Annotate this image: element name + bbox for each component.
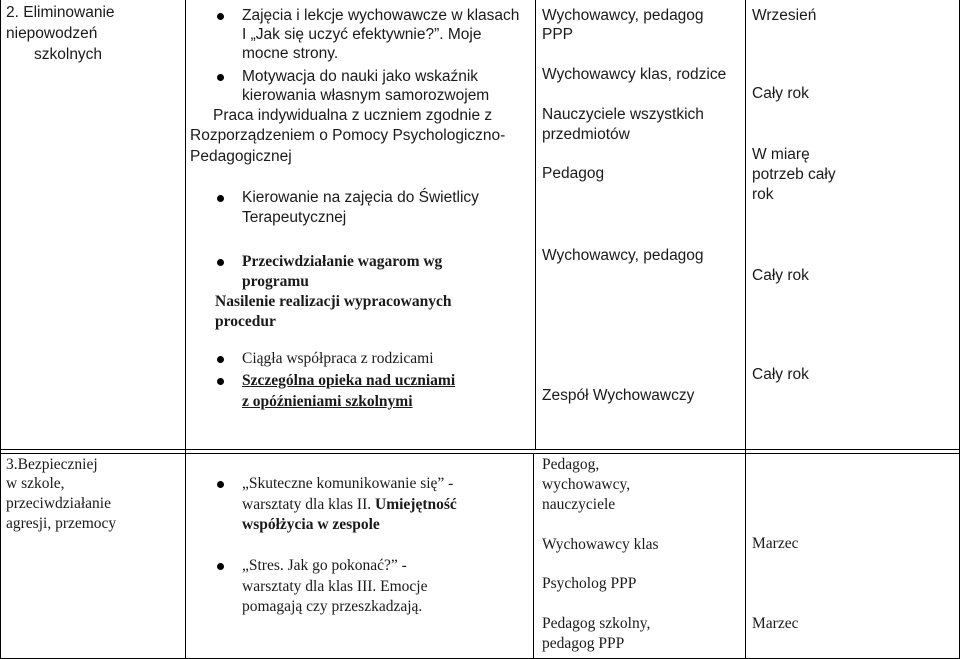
- task-procedury-line-2: procedur: [215, 313, 276, 330]
- row3-responsible-line-5: Psycholog PPP: [542, 575, 637, 592]
- table-border-mid-1: [0, 449, 960, 450]
- task-zajecia-line-3: mocne strony.: [242, 45, 339, 62]
- row3-goal-line-1: 3.Bezpieczniej: [6, 456, 98, 473]
- task-komunikowanie-line-2: [242, 495, 457, 515]
- bullet-icon: [217, 356, 224, 363]
- responsible-line-2: PPP: [542, 26, 574, 43]
- row3-goal-line-3: przeciwdziałanie: [6, 495, 111, 512]
- task-praca-line-1: Praca indywidualna z uczniem zgodnie z: [213, 107, 493, 124]
- responsible-line-3: Wychowawcy klas, rodzice: [542, 66, 727, 83]
- row3-responsible-line-4: Wychowawcy klas: [542, 536, 659, 553]
- task-wagary-line-1: Przeciwdziałanie wagarom wg: [242, 253, 443, 270]
- row3-responsible-line-6: Pedagog szkolny,: [542, 615, 651, 632]
- task-motywacja-line-1: Motywacja do nauki jako wskaźnik: [242, 68, 479, 85]
- task-komunikowanie-plain: warsztaty dla klas II.: [242, 496, 372, 513]
- term-line-1: Wrzesień: [752, 7, 817, 24]
- task-praca-line-2: Rozporządzeniem o Pomocy Psychologiczno-: [190, 127, 506, 144]
- task-opieka-line-2: z opóźnieniami szkolnymi: [242, 393, 413, 410]
- table-border-col3: [745, 0, 746, 659]
- row3-goal-line-4: agresji, przemocy: [6, 515, 117, 532]
- term-line-2: Cały rok: [752, 85, 809, 102]
- task-komunikowanie-bold: Umiejętność: [375, 496, 457, 513]
- table-border-left: [0, 0, 1, 659]
- responsible-line-6: Pedagog: [542, 165, 605, 182]
- row2-goal-line-2: szkolnych: [34, 46, 103, 63]
- task-motywacja-line-2: kierowania własnym samorozwojem: [242, 87, 490, 104]
- task-kierowanie-line-1: Kierowanie na zajęcia do Świetlicy: [242, 189, 479, 206]
- task-procedury-line-1: Nasilenie realizacji wypracowanych: [215, 293, 452, 310]
- task-stres-line-3: pomagają czy przeszkadzają.: [242, 598, 423, 615]
- bullet-icon: [217, 481, 224, 488]
- bullet-icon: [217, 195, 224, 202]
- row3-responsible-line-1: Pedagog,: [542, 456, 600, 473]
- responsible-line-5: przedmiotów: [542, 126, 630, 143]
- responsible-line-1: Wychowawcy, pedagog: [542, 7, 704, 24]
- responsible-line-4: Nauczyciele wszystkich: [542, 106, 704, 123]
- task-kierowanie-line-2: Terapeutycznej: [242, 209, 347, 226]
- task-stres-line-1: „Stres. Jak go pokonać?” -: [242, 557, 407, 574]
- bullet-icon: [217, 13, 224, 20]
- row3-responsible-line-7: pedagog PPP: [542, 635, 625, 652]
- table-border-mid-2: [0, 453, 960, 454]
- term-line-5: rok: [752, 186, 774, 203]
- row2-goal-line-1: niepowodzeń: [6, 25, 98, 42]
- task-zajecia-line-2: I „Jak się uczyć efektywnie?”. Moje: [242, 26, 482, 43]
- term-wagary: Cały rok: [752, 267, 809, 284]
- table-border-col2-bottom: [533, 453, 534, 659]
- row3-goal-line-2: w szkole,: [6, 475, 65, 492]
- table-border-col2-top: [535, 0, 536, 449]
- bullet-icon: [217, 563, 224, 570]
- table-border-col1: [185, 0, 186, 659]
- bullet-icon: [217, 259, 224, 266]
- bullet-icon: [217, 74, 224, 81]
- row3-term-1: Marzec: [752, 535, 799, 552]
- task-zajecia-line-1: Zajęcia i lekcje wychowawcze w klasach: [242, 7, 520, 24]
- bullet-icon: [217, 378, 224, 385]
- responsible-zespol: Zespół Wychowawczy: [542, 387, 695, 404]
- row3-responsible-line-3: nauczyciele: [542, 496, 616, 513]
- term-zespol: Cały rok: [752, 366, 809, 383]
- row2-goal-number: 2. Eliminowanie: [6, 4, 115, 21]
- row3-responsible-line-2: wychowawcy,: [542, 476, 631, 493]
- task-opieka-line-1: Szczególna opieka nad uczniami: [242, 372, 456, 389]
- term-line-4: potrzeb cały: [752, 166, 836, 183]
- task-wagary-line-2: programu: [242, 273, 309, 290]
- task-komunikowanie-line-1: „Skuteczne komunikowanie się” -: [242, 475, 454, 492]
- task-komunikowanie-line-3: współżycia w zespole: [242, 516, 380, 533]
- task-wspolpraca: Ciągła współpraca z rodzicami: [242, 350, 434, 367]
- term-line-3: W miarę: [752, 146, 810, 163]
- responsible-wagary: Wychowawcy, pedagog: [542, 247, 704, 264]
- task-praca-line-3: Pedagogicznej: [190, 148, 292, 165]
- task-stres-line-2: warsztaty dla klas III. Emocje: [242, 578, 428, 595]
- row3-term-2: Marzec: [752, 615, 799, 632]
